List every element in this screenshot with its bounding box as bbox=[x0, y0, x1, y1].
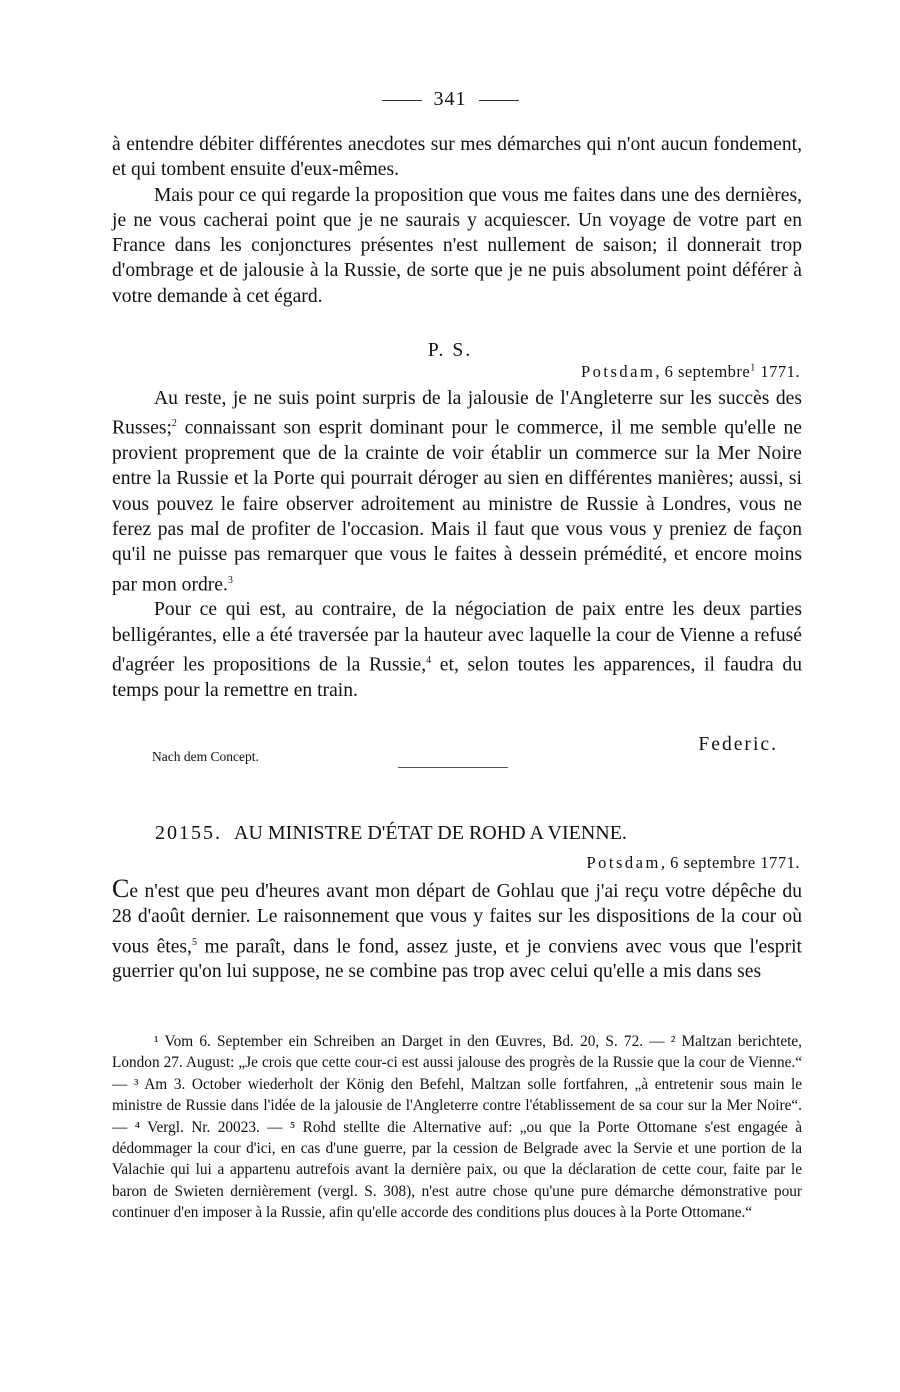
footnote-ref: 2 bbox=[171, 418, 177, 430]
dateline-date: , 6 septembre 1771. bbox=[660, 853, 800, 872]
header-dash-right bbox=[479, 100, 519, 101]
paragraph bbox=[112, 597, 802, 703]
source-note: Nach dem Concept. bbox=[152, 749, 259, 764]
postscript-text bbox=[112, 386, 802, 703]
dateline-place: Potsdam bbox=[580, 362, 656, 381]
initial-letter: C bbox=[112, 874, 130, 903]
dateline-year: 1771. bbox=[755, 362, 800, 381]
postscript-label: P. S. bbox=[427, 340, 473, 361]
footnotes bbox=[112, 1031, 802, 1224]
text-run: connaissant son esprit dominant pour le commerce, il me semble qu'elle ne provient proprement que de la crainte de voir établir un commerce sur la Mer Noire entre la Russie et la Porte qui pourrait déroger au sien en différentes manières; aussi, si vous pouvez le faire observer adroitement au ministre de Russie à Londres, vous ne ferez pas mal de profiter de l'occasion. Mais il faut que vous vous y preniez de façon qu'il ne puisse pas remarquer que vous le faites à dessein prémédité, et encore moins par mon ordre. bbox=[112, 417, 802, 596]
text-run: et, selon toutes les apparences, il faudra du temps pour la remettre en train. bbox=[112, 654, 802, 701]
header-dash-left bbox=[382, 100, 422, 101]
letter-dateline bbox=[586, 853, 800, 873]
section-divider bbox=[398, 767, 508, 768]
page-number: 341 bbox=[433, 88, 467, 110]
footnote-ref: 1 bbox=[750, 362, 756, 374]
footnote-ref: 5 bbox=[191, 936, 197, 948]
signature: Federic. bbox=[698, 734, 778, 755]
text-run: e n'est que peu d'heures avant mon départ de Gohlau que j'ai reçu votre dépêche du 28 d'août dernier. Le raisonnement que vous y faites sur les dispositions de la cour où vous êtes, bbox=[112, 881, 802, 958]
letter-number: 20155. bbox=[155, 822, 222, 844]
text-run: Au reste, je ne suis point surpris de la jalousie de l'Angleterre sur les succès des Russes; bbox=[112, 388, 802, 439]
dateline-date: , 6 septembre bbox=[655, 362, 751, 381]
text-run: me paraît, dans le fond, assez juste, et je conviens avec vous que l'esprit guerrier qu'on lui suppose, ne se combine pas trop avec celui qu'elle a mis dans ses bbox=[112, 936, 803, 983]
letter-text bbox=[112, 876, 802, 985]
paragraph: à entendre débiter différentes anecdotes sur mes démarches qui n'ont aucun fondement, et qui tombent ensuite d'eux-mêmes. bbox=[112, 134, 802, 181]
page-header bbox=[0, 88, 900, 111]
footnote-ref: 3 bbox=[227, 574, 233, 586]
paragraph: Mais pour ce qui regarde la proposition que vous me faites dans une des dernières, je ne vous cacherai point que je ne saurais y acquiescer. Un voyage de votre part en France dans les conjonctures présentes n'est nullement de saison; il donnerait trop d'ombrage et de jalousie à la Russie, de sorte que je ne puis absolument point déférer à votre demande à cet égard. bbox=[112, 184, 802, 307]
footnote-text: ¹ Vom 6. September ein Schreiben an Darget in den Œuvres, Bd. 20, S. 72. — ² Maltzan berichtete, London 27. August: „Je crois que cette cour-ci est aussi jalouse des progrès de la Russie que la cour de Vienne.“ — ³ Am 3. October wiederholt der König den Befehl, Maltzan solle fortfahren, „à entretenir sous main le ministre de Russie dans l'idée de la jalousie de l'Angleterre contre l'établissement de sa cour sur la Mer Noire“. — ⁴ Vergl. Nr. 20023. — ⁵ Rohd stellte die Alternative auf: „ou que la Porte Ottomane s'est engagée à dédommager la cour d'ici, en cas d'une guerre, par la cession de Belgrade avec la Servie et une portion de la Valachie qui lui a appartenu autrefois avant la dernière paix, ou que la déclaration de cette cour, faite par le baron de Swieten dernièrement (vergl. S. 308), n'est autre chose qu'une pure démarche démonstrative pour continuer d'en imposer à la Russie, afin qu'elle accorde des conditions plus douces à la Porte Ottomane.“ bbox=[112, 1033, 802, 1222]
letter-heading bbox=[155, 822, 805, 845]
paragraph bbox=[112, 386, 802, 597]
dateline-place: Potsdam bbox=[586, 853, 661, 872]
postscript-dateline bbox=[581, 362, 800, 382]
paragraph bbox=[112, 876, 802, 985]
continued-letter-text bbox=[112, 132, 802, 309]
letter-title: AU MINISTRE D'ÉTAT DE ROHD A VIENNE. bbox=[234, 822, 627, 844]
text-run: Pour ce qui est, au contraire, de la négociation de paix entre les deux parties belligérantes, elle a été traversée par la hauteur avec laquelle la cour de Vienne a refusé d'agréer les propositions de la Russie, bbox=[112, 599, 802, 676]
footnote-ref: 4 bbox=[426, 655, 432, 667]
